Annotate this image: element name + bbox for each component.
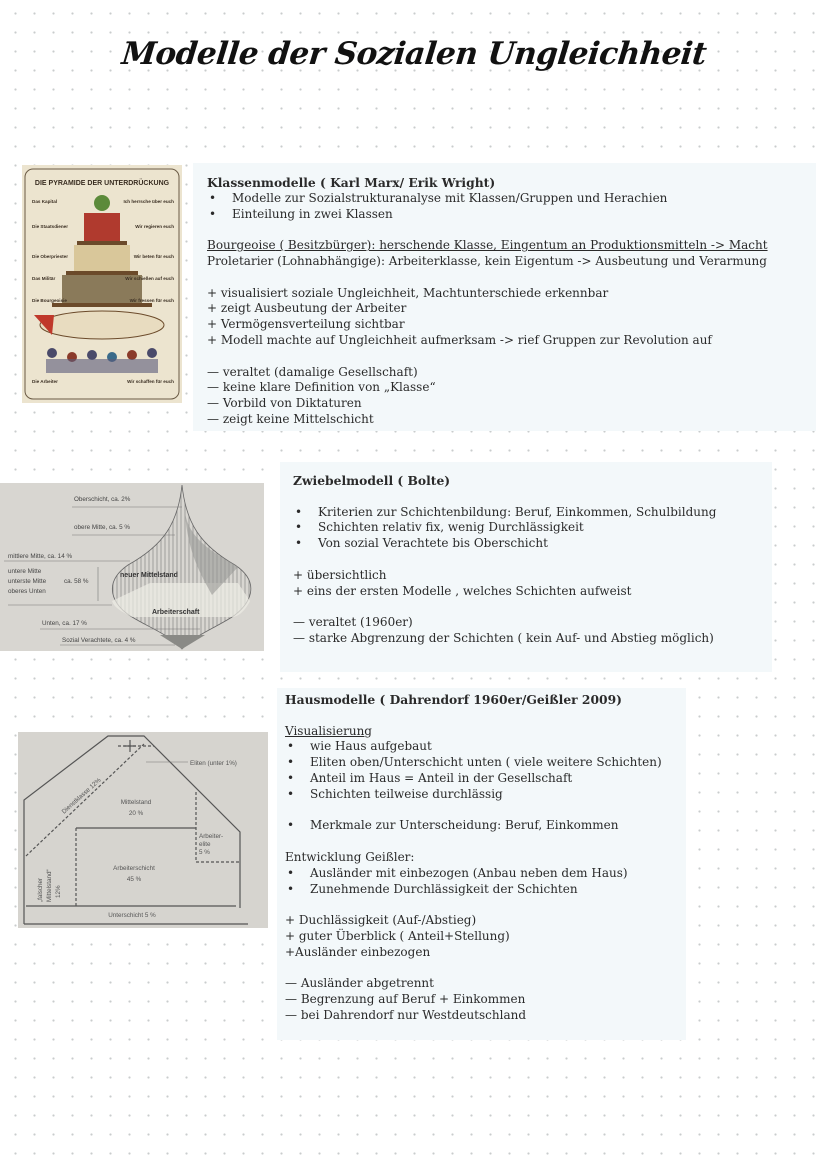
text-line: + visualisiert soziale Ungleichheit, Machtunterschiede erkennbar (207, 285, 609, 300)
onion-inner-label: Arbeiterschaft (152, 609, 200, 616)
text-line: Proletarier (Lohnabhängige): Arbeiterklasse, kein Eigentum -> Ausbeutung und Verarmung (207, 253, 767, 268)
house-unterschicht-label: Unterschicht 5 % (108, 912, 156, 919)
bullet-item: • Einteilung in zwei Klassen (207, 207, 768, 223)
spacer (285, 803, 662, 819)
text-line: — veraltet (1960er) (293, 615, 413, 630)
underlined-term: Visualisierung (285, 723, 372, 738)
bullet-item: • Schichten relativ fix, wenig Durchlässigkeit (293, 520, 716, 536)
text-line: — veraltet (damalige Gesellschaft) (207, 364, 418, 379)
spacer (285, 961, 662, 977)
spacer (293, 599, 716, 615)
pyramid-right-label: Wir schießen auf euch (125, 276, 174, 281)
pyramid-right-label: Ich herrsche über euch (123, 199, 174, 204)
house-mittelstand-label: Mittelstand (120, 799, 152, 806)
pyramid-left-label: Das Kapital (32, 199, 58, 204)
spacer (207, 349, 768, 365)
house-arbeiterschicht-pct: 45 % (126, 876, 142, 883)
text-line: Entwicklung Geißler: (285, 849, 415, 864)
onion-label: ca. 58 % (64, 578, 89, 585)
onion-label: Sozial Verachtete, ca. 4 % (62, 637, 136, 644)
text-line: +Ausländer einbezogen (285, 944, 431, 959)
house-arbeiterelite-label: elite (199, 841, 211, 848)
text-line: — zeigt keine Mittelschicht (207, 411, 374, 426)
house-falscher-label: Mittelstand“ (46, 869, 53, 902)
onion-label: untere Mitte (8, 568, 42, 575)
house-arbeiterschicht-label: Arbeiterschicht (113, 865, 155, 872)
pyramid-title: DIE PYRAMIDE DER UNTERDRÜCKUNG (34, 180, 170, 187)
house-arbeiterelite-label: Arbeiter- (199, 833, 224, 840)
text-line: + Vermögensverteilung sichtbar (207, 317, 405, 332)
pyramid-poster-image (22, 165, 182, 403)
text-line (285, 724, 662, 740)
house-model-image (18, 732, 268, 928)
onion-label: obere Mitte, ca. 5 % (74, 524, 130, 531)
pyramid-left-label: Die Bourgeoisie (32, 298, 67, 303)
bullet-item: • Modelle zur Sozialstrukturanalyse mit Klassen/Gruppen und Herachien (207, 191, 768, 207)
bullet-item: • Anteil im Haus = Anteil in der Gesellschaft (285, 771, 662, 787)
text-line: — Ausländer abgetrennt (285, 976, 434, 991)
bullet-item: • Eliten oben/Unterschicht unten ( viele weitere Schichten) (285, 755, 662, 771)
zwiebelmodell-text (293, 473, 716, 647)
onion-model-image (0, 483, 264, 651)
pyramid-right-label: Wir beten für euch (133, 254, 174, 259)
pyramid-right-label: Wir regieren euch (135, 224, 174, 229)
text-line: + Duchlässigkeit (Auf-/Abstieg) (285, 913, 477, 928)
page-title: Modelle der Sozialen Ungleichheit (120, 36, 708, 72)
house-mittelstand-pct: 20 % (128, 810, 144, 817)
text-line: + Modell machte auf Ungleichheit aufmerksam -> rief Gruppen zur Revolution auf (207, 332, 712, 347)
text-line: — Begrenzung auf Beruf + Einkommen (285, 992, 526, 1007)
term-description: ( Besitzbürger): herschende Klasse, Eingentum an Produktionsmitteln -> Macht (275, 238, 768, 253)
underlined-term: Bourgeoise (207, 238, 276, 253)
house-eliten-label: Eliten (unter 1%) (190, 760, 237, 767)
text-line: — starke Abgrenzung der Schichten ( kein Auf- und Abstieg möglich) (293, 630, 714, 645)
text-line: + guter Überblick ( Anteil+Stellung) (285, 928, 510, 943)
spacer (207, 270, 768, 286)
spacer (293, 552, 716, 568)
text-line (207, 238, 768, 254)
bullet-item: • Von sozial Verachtete bis Oberschicht (293, 536, 716, 552)
text-line: — Vorbild von Diktaturen (207, 396, 362, 411)
text-line: — bei Dahrendorf nur Westdeutschland (285, 1007, 527, 1022)
text-line: — keine klare Definition von „Klasse“ (207, 380, 436, 395)
bullet-item: • Schichten teilweise durchlässig (285, 787, 662, 803)
bullet-item: • Kriterien zur Schichtenbildung: Beruf, Einkommen, Schulbildung (293, 505, 716, 521)
text-line: + übersichtlich (293, 567, 387, 582)
house-falscher-label: „falscher (37, 877, 44, 902)
onion-label: unterste Mitte (8, 578, 47, 585)
house-dienstklasse-label: Dienstklasse 12% (60, 776, 103, 816)
pyramid-left-label: Die Staatsdiener (32, 224, 68, 229)
pyramid-left-label: Die Oberpriester (32, 254, 68, 259)
house-falscher-label: 12% (55, 885, 62, 898)
section-heading: Klassenmodelle ( Karl Marx/ Erik Wright) (207, 175, 496, 190)
pyramid-left-label: Die Arbeiter (32, 379, 58, 384)
house-arbeiterelite-label: 5 % (199, 849, 210, 856)
pyramid-right-label: Wir schaffen für euch (127, 379, 174, 384)
spacer (285, 897, 662, 913)
klassenmodelle-text (207, 175, 768, 428)
pyramid-right-label: Wir fressen für euch (129, 298, 174, 303)
bullet-item: • Zunehmende Durchlässigkeit der Schichten (285, 882, 662, 898)
hausmodelle-text (285, 692, 662, 1024)
section-heading: Hausmodelle ( Dahrendorf 1960er/Geißler 2009) (285, 692, 622, 707)
pyramid-left-label: Das Militär (32, 276, 56, 281)
onion-inner-label: neuer Mittelstand (120, 572, 178, 579)
bullet-item: • Merkmale zur Unterscheidung: Beruf, Einkommen (285, 818, 662, 834)
onion-label: Unten, ca. 17 % (42, 620, 87, 627)
bullet-item: • wie Haus aufgebaut (285, 739, 662, 755)
text-line: + zeigt Ausbeutung der Arbeiter (207, 301, 407, 316)
onion-label: oberes Unten (8, 588, 46, 595)
spacer (285, 708, 662, 724)
bullet-item: • Ausländer mit einbezogen (Anbau neben dem Haus) (285, 866, 662, 882)
onion-label: mittlere Mitte, ca. 14 % (8, 553, 73, 560)
text-line: + eins der ersten Modelle , welches Schichten aufweist (293, 583, 632, 598)
spacer (207, 222, 768, 238)
section-heading: Zwiebelmodell ( Bolte) (293, 473, 451, 488)
spacer (285, 834, 662, 850)
onion-label: Oberschicht, ca. 2% (74, 496, 131, 503)
spacer (293, 489, 716, 505)
